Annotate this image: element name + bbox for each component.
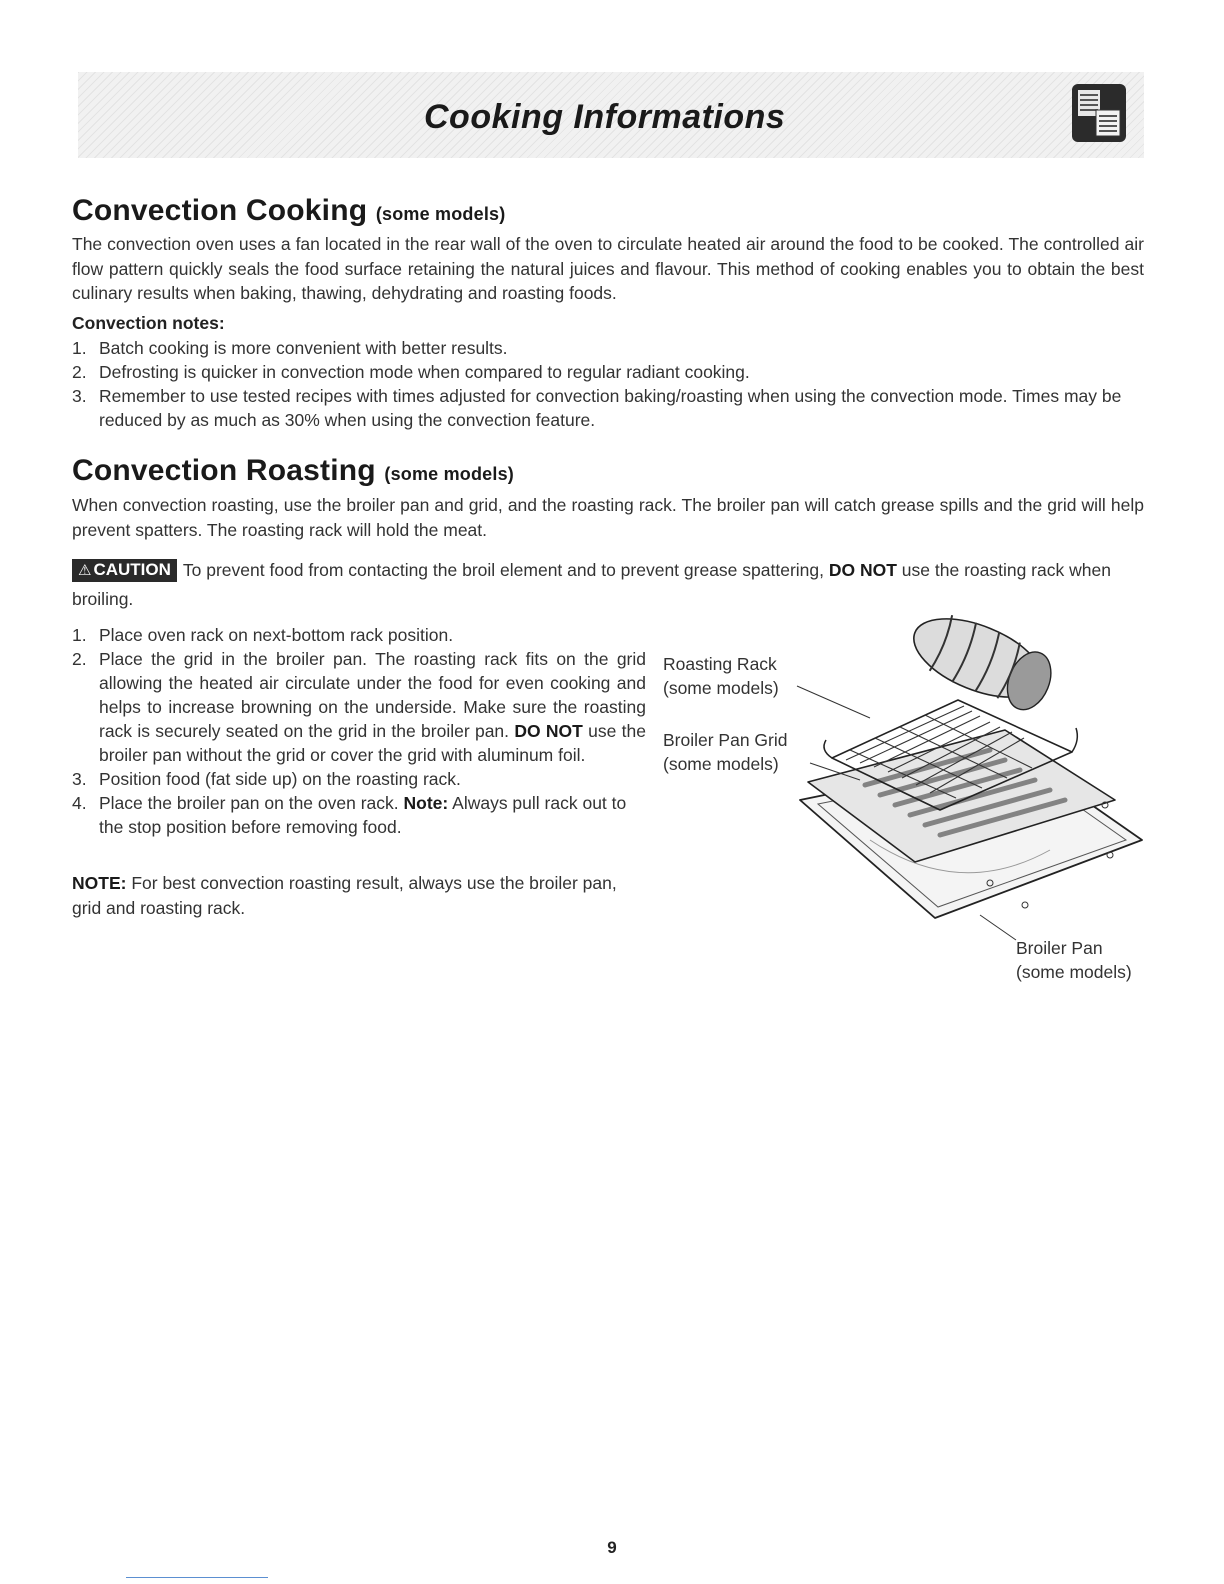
list-item [72,623,646,647]
list-number: 2. [72,362,87,382]
list-item [72,360,1144,384]
convection-roasting-body: When convection roasting, use the broiler pan and grid, and the roasting rack. The broiler pan will catch grease spills and the grid will help prevent spatters. The roasting rack will hold the meat. [72,495,1144,540]
label-sub: (some models) [1016,962,1132,982]
section-title: Cooking Informations [424,98,786,136]
broiler-grid-label [663,728,788,776]
list-text: Remember to use tested recipes with times adjusted for convection baking/roasting when using the convection mode. Times may be reduced by as much as 30% when using the convection feature. [99,386,1122,430]
note-text: For best convection roasting result, always use the broiler pan, grid and roasting rack. [72,873,617,918]
convection-cooking-heading [72,194,505,228]
list-text: Place the grid in the broiler pan. The roasting rack fits on the grid allowing the heated air circulate under the food for even cooking and helps to increase browning on the underside. Make sure the roasting rack is securely seated on the grid in the broiler pan. [99,649,646,741]
label-text: Broiler Pan [1016,938,1103,958]
note-label: NOTE: [72,873,127,893]
caution-text: To prevent food from contacting the broil element and to prevent grease spattering, [182,560,824,580]
roasting-steps-list [72,623,646,839]
page-number: 9 [607,1538,617,1557]
roasting-rack-label [663,652,779,700]
list-emphasis: DO NOT [514,721,583,741]
heading-sub: (some models) [375,204,506,224]
list-number: 4. [72,793,87,813]
label-text: Broiler Pan Grid [663,730,788,750]
label-sub: (some models) [663,754,779,774]
list-text-end: Always pull rack out to the stop position before removing food. [99,793,627,837]
warning-triangle-icon: ⚠ [78,562,92,579]
list-item [72,336,1144,360]
caution-badge [72,559,177,582]
convection-notes-title: Convection notes: [72,313,225,333]
broiler-pan-label [1016,936,1132,984]
list-item [72,791,646,839]
list-number: 1. [72,338,87,358]
heading-text: Convection Cooking [72,194,368,227]
list-text: Batch cooking is more convenient with better results. [99,338,508,358]
heading-text: Convection Roasting [72,454,376,487]
list-text: Place oven rack on next-bottom rack position. [99,625,454,645]
list-item [72,384,1144,432]
list-text: Defrosting is quicker in convection mode when compared to regular radiant cooking. [99,362,750,382]
caution-label: CAUTION [93,560,171,579]
convection-cooking-body: The convection oven uses a fan located in the rear wall of the oven to circulate heated air around the food to be cooked. The controlled air flow pattern quickly seals the food surface retaining the natural juices and flavour. This method of cooking enables you to obtain the best culinary results when baking, thawing, dehydrating and roasting foods. [72,234,1144,303]
list-number: 2. [72,649,87,669]
list-item [72,647,646,767]
list-text-end: use the broiler pan without the grid or cover the grid with aluminum foil. [99,721,646,765]
heading-sub: (some models) [384,464,515,484]
convection-roasting-heading [72,454,514,488]
list-number: 3. [72,386,87,406]
label-text: Roasting Rack [663,654,777,674]
label-sub: (some models) [663,678,779,698]
footer-rule [126,1577,268,1578]
roasting-note [72,871,644,920]
list-emphasis: Note: [403,793,449,813]
list-text: Position food (fat side up) on the roasting rack. [99,769,461,789]
list-number: 1. [72,625,87,645]
header-banner [78,72,1144,158]
caution-emphasis: DO NOT [828,560,897,580]
convection-notes-list [72,336,1144,432]
document-pages-icon [1070,82,1128,149]
list-number: 3. [72,769,87,789]
list-text: Place the broiler pan on the oven rack. [99,793,399,813]
list-item [72,767,646,791]
caution-text-end: use the roasting rack when broiling. [72,560,1111,609]
